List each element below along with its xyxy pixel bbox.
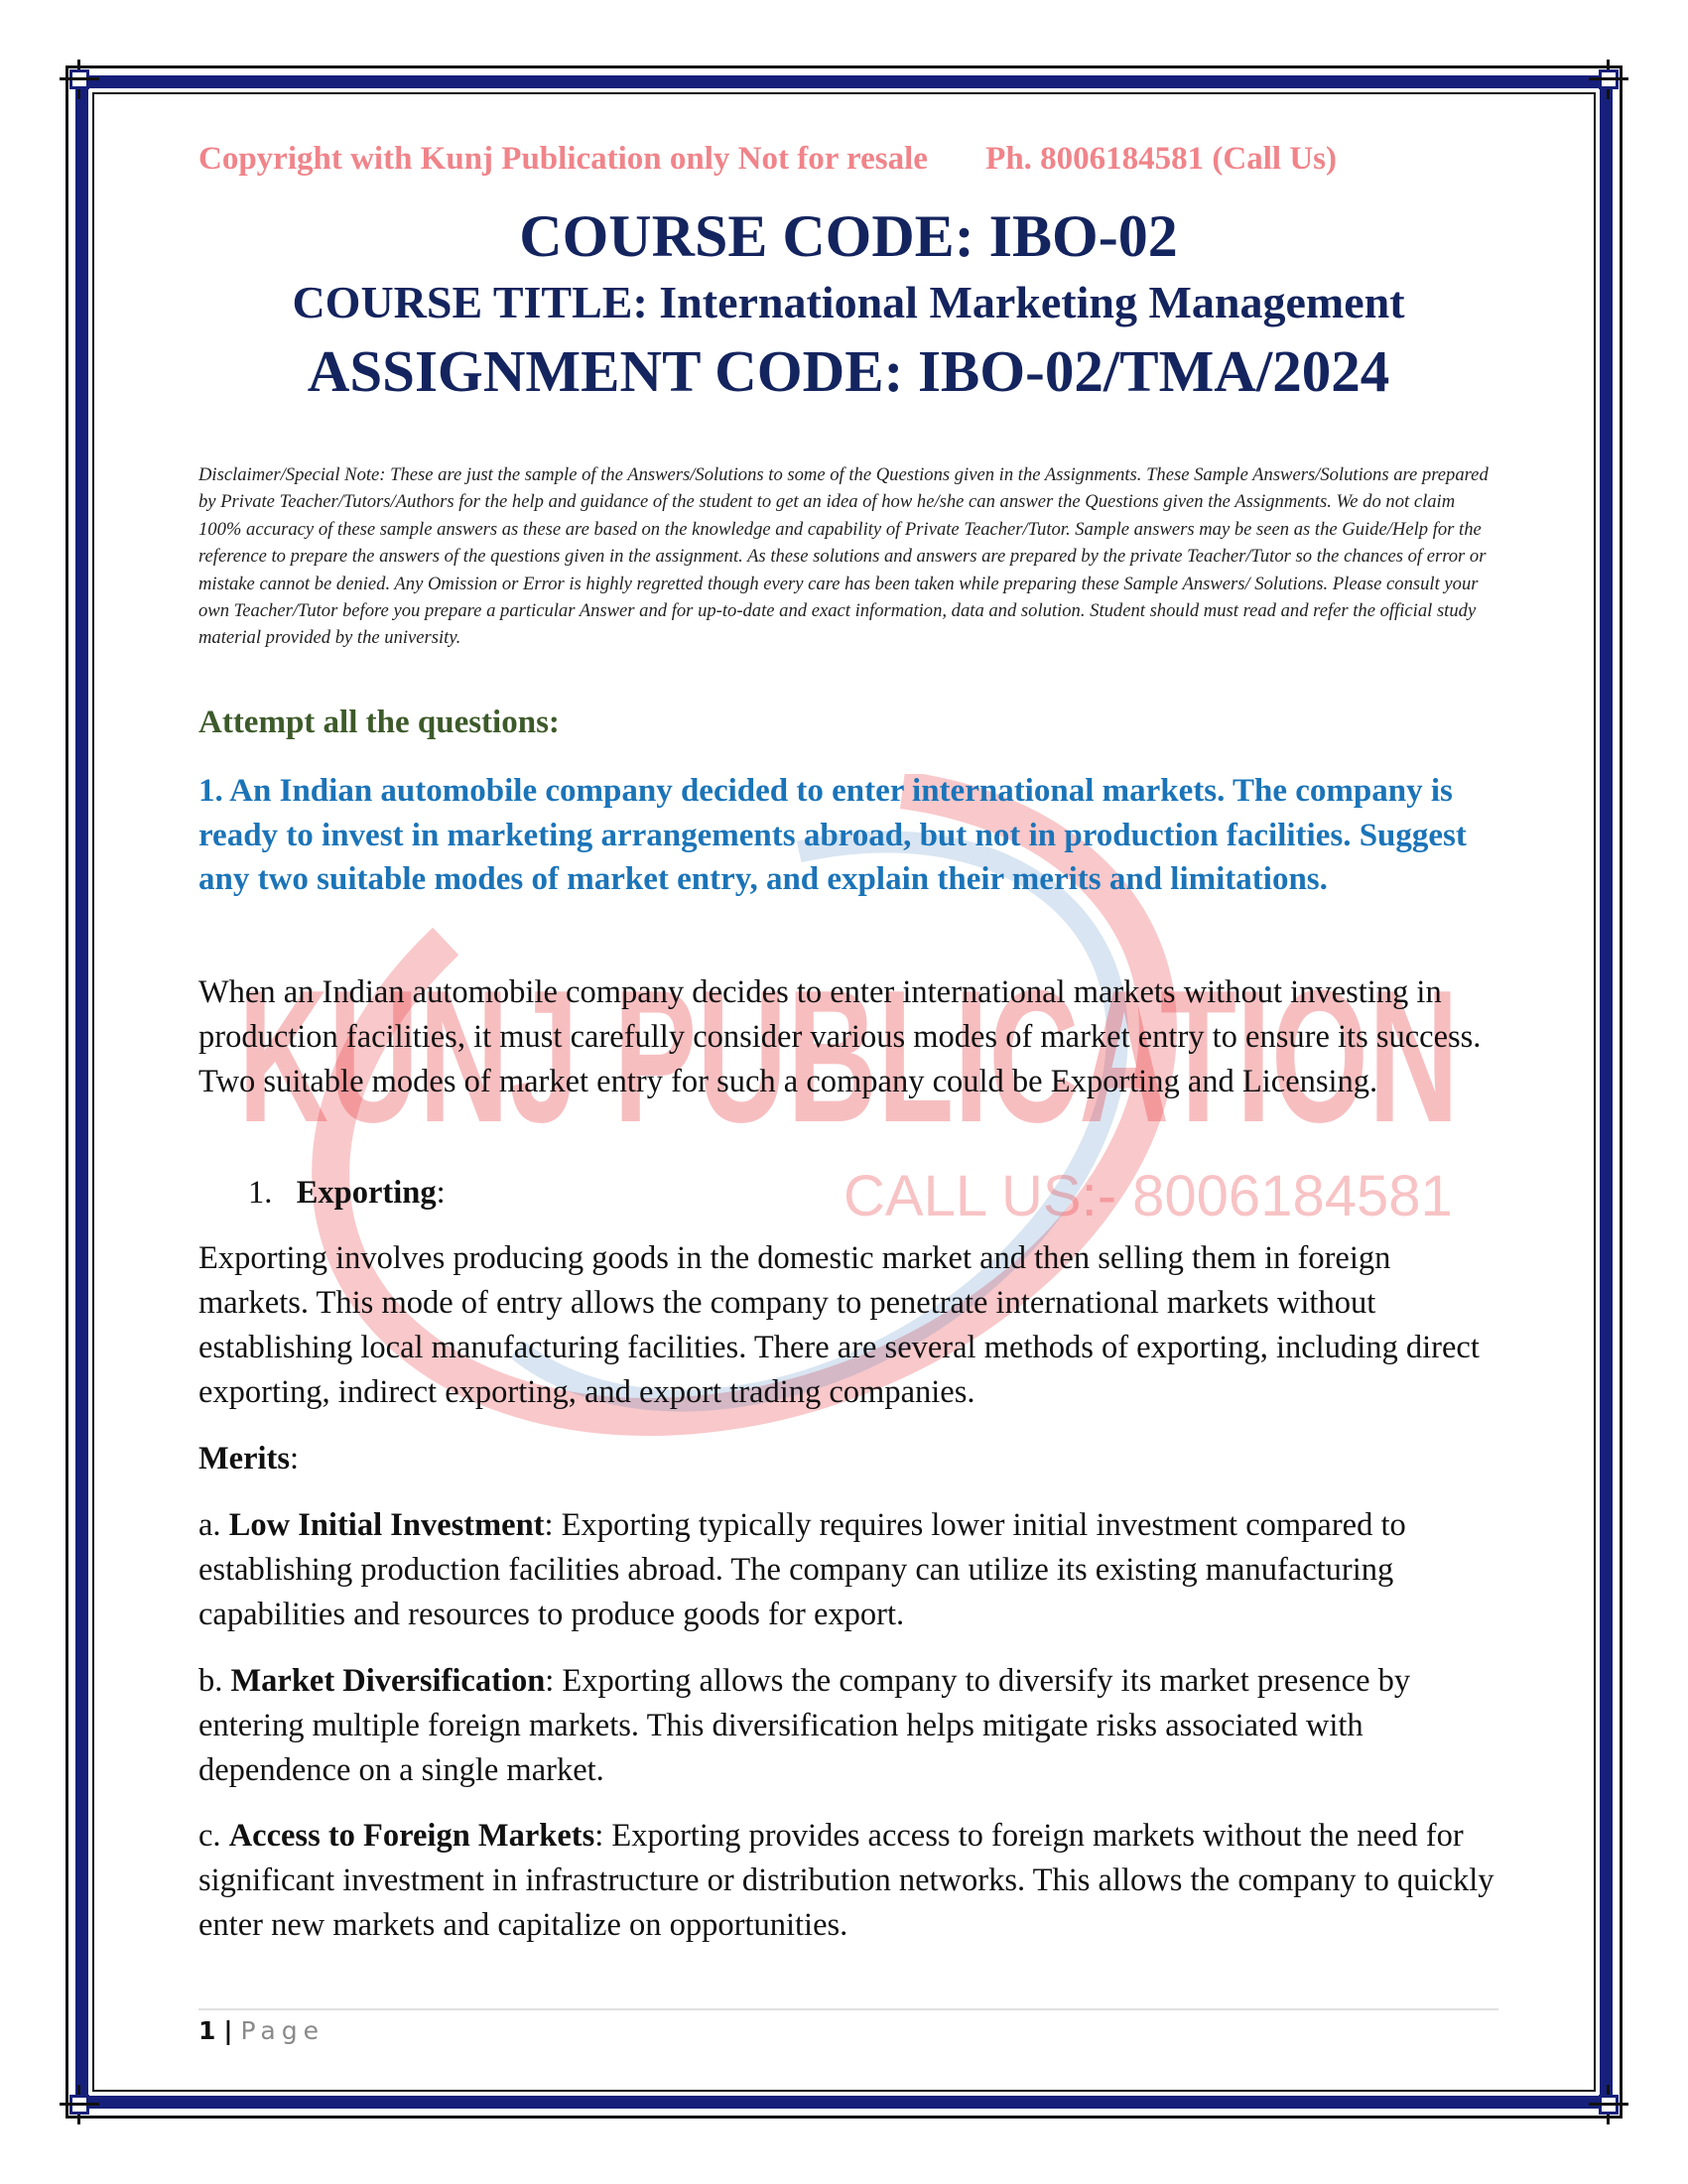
merit-title: Low Initial Investment (228, 1507, 545, 1543)
page-footer (198, 2016, 325, 2045)
assignment-code: ASSIGNMENT CODE: IBO-02/TMA/2024 (307, 338, 1390, 404)
course-title: COURSE TITLE: International Marketing Management (292, 277, 1405, 327)
heading-colon: : (290, 1441, 300, 1477)
attempt-heading: Attempt all the questions: (198, 705, 560, 740)
copyright-text: Copyright with Kunj Publication only Not for resale (198, 141, 928, 177)
merit-prefix: c. (198, 1818, 229, 1854)
merit-prefix: a. (198, 1507, 229, 1543)
intro-paragraph: When an Indian automobile company decides to enter international markets without investing in production facilities, it must carefully consider various modes of market entry to ensure its success. Two suitable modes of market entry for such a company could be Exporting and Licensing. (198, 974, 1482, 1099)
merit-title: Market Diversification (230, 1663, 546, 1699)
merit-title: Access to Foreign Markets (228, 1818, 595, 1854)
merits-label: Merits (198, 1441, 291, 1477)
merit-text: : Exporting allows the company to diversify its market presence by entering multiple foreign markets. This diversification helps mitigate risks associated with dependence on a single market. (198, 1663, 1411, 1788)
footer-separator: | (223, 2016, 233, 2045)
merit-item (198, 1503, 1498, 1637)
merit-prefix: b. (198, 1663, 231, 1699)
merit-text: : Exporting typically requires lower initial investment compared to establishing production facilities abroad. The company can utilize its existing manufacturing capabilities and resources to produce goods for export. (198, 1507, 1406, 1632)
list-number: 1. (248, 1175, 273, 1211)
footer-divider (198, 2008, 1498, 2010)
merit-item (198, 1814, 1498, 1948)
question-1: 1. An Indian automobile company decided to enter international markets. The company is ready to invest in marketing arrangements abroad, but not in production facilities. Suggest any two suitable modes of market entry, and explain their merits and limitations. (198, 773, 1467, 897)
corner-ornament (1589, 2085, 1628, 2124)
phone-text: Ph. 8006184581 (Call Us) (985, 141, 1337, 177)
disclaimer: Disclaimer/Special Note: These are just the sample of the Answers/Solutions to some of the Questions given in the Assignments. These Sample Answers/Solutions are prepared by Private Teacher/Tutors/Authors for the help and guidance of the student to get an idea of how he/she can answer the Questions given the Assignments. We do not claim 100% accuracy of these sample answers as these are based on the knowledge and capability of Private Teacher/Tutor. Sample answers may be seen as the Guide/Help for the reference to prepare the answers of the questions given in the assignment. As these solutions and answers are prepared by the private Teacher/Tutor so the chances of error or mistake cannot be denied. Any Omission or Error is highly regretted though every care has been taken while preparing these Sample Answers/ Solutions. Please consult your own Teacher/Tutor before you prepare a particular Answer and for up-to-date and exact information, data and solution. Student should must read and refer the official study material provided by the university. (198, 464, 1489, 649)
corner-ornament (1589, 60, 1628, 99)
corner-ornament (60, 2085, 99, 2124)
heading-colon: : (436, 1175, 446, 1211)
copyright-line (198, 141, 1498, 178)
watermark-brand: KUNJ PUBLICATION (238, 952, 1459, 1162)
exporting-paragraph: Exporting involves producing goods in the domestic market and then selling them in foreign markets. This mode of entry allows the company to penetrate international markets without establishing local manufacturing facilities. There are several methods of exporting, including direct exporting, indirect exporting, and export trading companies. (198, 1240, 1480, 1410)
merit-item (198, 1659, 1498, 1793)
corner-ornament (60, 60, 99, 99)
watermark-call: CALL US:- 8006184581 (844, 1164, 1453, 1228)
page-number: 1 (198, 2016, 216, 2045)
page-label: Page (240, 2016, 325, 2045)
merits-heading (198, 1437, 1498, 1481)
exporting-label: Exporting (296, 1175, 437, 1211)
exporting-heading (248, 1171, 1548, 1216)
merit-text: : Exporting provides access to foreign markets without the need for significant investment in infrastructure or distribution networks. This allows the company to quickly enter new markets and capitalize on opportunities. (198, 1818, 1494, 1943)
course-code: COURSE CODE: IBO-02 (519, 203, 1178, 269)
